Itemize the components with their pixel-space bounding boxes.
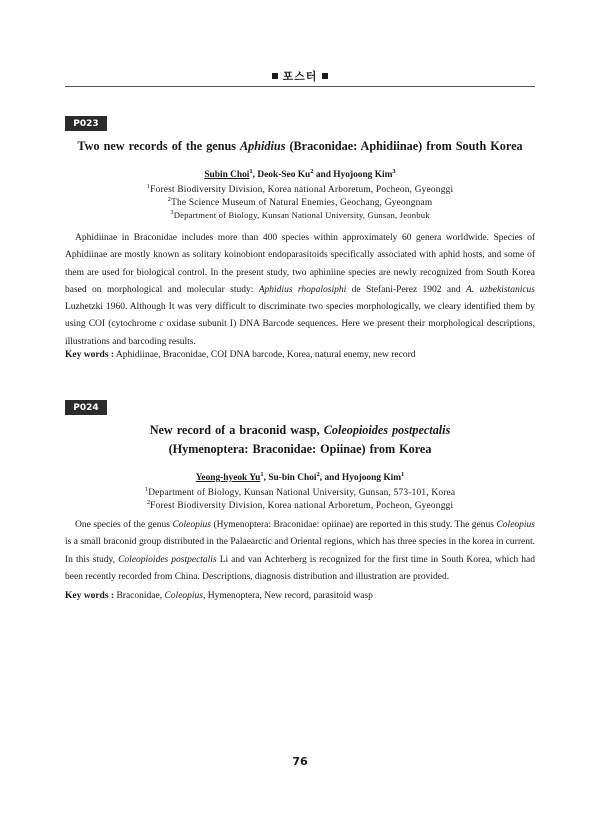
author-separator: and bbox=[313, 170, 334, 181]
abstract-text: oxidase subunit I) DNA Barcode sequences. Here we present their morphological descriptions, illustrations and barcoding results. bbox=[65, 319, 536, 347]
title-taxon: Aphidius bbox=[240, 139, 286, 153]
abstract-code-badge: P023 bbox=[65, 116, 107, 131]
presenting-author: Subin Choi bbox=[204, 170, 250, 181]
title-line: (Hymenoptera: Braconidae: Opiinae) from Korea bbox=[168, 442, 432, 456]
affiliation-text: Department of Biology, Kunsan National University, Gunsan, 573-101, Korea bbox=[148, 488, 456, 499]
author-list bbox=[65, 165, 535, 182]
affiliation bbox=[65, 207, 535, 221]
page-number: 76 bbox=[292, 755, 308, 768]
author-name: Su-bin Choi bbox=[268, 473, 317, 484]
affiliation-marker: 3 bbox=[392, 168, 396, 175]
affiliation-marker: 1 bbox=[249, 168, 253, 175]
header-divider bbox=[65, 86, 535, 87]
keywords bbox=[65, 590, 535, 603]
title-text: (Braconidae: Aphidiinae) from South Korea bbox=[285, 139, 523, 153]
abstract-text: (Hymenoptera: Braconidae: opiinae) are reported in this study. The genus bbox=[210, 520, 497, 530]
title-taxon: Coleopioides postpectalis bbox=[323, 423, 451, 437]
species-name: Aphidius rhopalosiphi bbox=[258, 284, 347, 295]
keywords-label: Key words : bbox=[65, 591, 115, 601]
affiliation bbox=[65, 497, 535, 513]
abstract-text: One species of the genus bbox=[75, 520, 173, 530]
square-bullet-icon bbox=[272, 73, 278, 79]
affiliation-marker: 2 bbox=[167, 196, 172, 203]
abstract-title bbox=[65, 421, 535, 459]
affiliation-text: Department of Biology, Kunsan National University, Gunsan, Jeonbuk bbox=[173, 209, 430, 220]
presenting-author: Yeong-hyeok Yu bbox=[195, 473, 261, 484]
title-line bbox=[65, 421, 535, 440]
abstract-code-badge: P024 bbox=[65, 400, 107, 415]
section-label: 포스터 bbox=[282, 70, 318, 83]
abstract-body bbox=[65, 517, 535, 586]
affiliation-marker: 1 bbox=[401, 471, 405, 478]
keywords-list: Hymenoptera, New record, parasitoid wasp bbox=[205, 591, 373, 601]
section-header bbox=[0, 68, 600, 84]
species-name: Coleopioides postpectalis bbox=[118, 554, 217, 565]
keyword-genus: Coleopius, bbox=[164, 591, 206, 601]
author-separator: , bbox=[252, 170, 258, 181]
affiliation-marker: 2 bbox=[310, 168, 314, 175]
keywords-label: Key words : bbox=[65, 350, 115, 360]
affiliation-marker: 2 bbox=[146, 499, 151, 506]
affiliation-text: The Science Museum of Natural Enemies, Geochang, Gyeongnam bbox=[171, 198, 433, 209]
author-separator: , bbox=[263, 473, 269, 484]
author-name: Hyojoong Kim bbox=[341, 473, 402, 484]
abstract-body bbox=[65, 230, 535, 351]
species-name: A. uzbekistanicus bbox=[466, 284, 535, 295]
author-list bbox=[65, 468, 535, 485]
abstract-title bbox=[65, 137, 535, 156]
author-name: Hyojoong Kim bbox=[333, 170, 393, 181]
abstract-text: Li and van Achterberg is recognized for the first time in South Korea, which had been recently recorded from China. Descriptions, diagnosis distribution and illustration are provided. bbox=[65, 554, 535, 582]
genus-name: Coleopius bbox=[172, 520, 211, 530]
affiliation-marker: 1 bbox=[260, 471, 264, 478]
abstract-text: Luzhetzki 1960. Although It was very difficult to discriminate two species morphologically, we cleary identified them by using COI (cytochrome bbox=[65, 302, 535, 330]
abstract-text: is a small braconid group distributed in the Palaearctic and Oriental regions, which has three species in the korea in current. In this study, bbox=[65, 537, 535, 565]
keywords-list: Aphidiinae, Braconidae, COI DNA barcode, Korea, natural enemy, new record bbox=[114, 350, 416, 360]
title-text: New record of a braconid wasp, bbox=[149, 423, 324, 437]
affiliation-marker: 1 bbox=[146, 183, 151, 190]
italic-letter: c bbox=[159, 319, 164, 330]
keywords bbox=[65, 349, 535, 362]
affiliation-text: Forest Biodiversity Division, Korea national Arboretum, Pocheon, Gyeonggi bbox=[150, 185, 454, 196]
affiliation-marker: 2 bbox=[316, 471, 320, 478]
author-name: Deok-Seo Ku bbox=[257, 170, 311, 181]
abstract-text: de Stefani-Perez 1902 and bbox=[346, 284, 467, 295]
affiliation-text: Forest Biodiversity Division, Korea national Arboretum, Pocheon, Gyeonggi bbox=[150, 501, 454, 512]
affiliation-marker: 1 bbox=[144, 486, 149, 493]
abstract-text: Aphidiinae in Braconidae includes more than 400 species within approximately 60 genera worldwide. Species of Aphidiinae are mostly known as solitary koinobiont endoparasitoids specifically associated with aphid hosts, and some of them are used for biological control. In the present study, two aphiniine species are newly recognized from South Korea based on morphological and molecular study: bbox=[65, 233, 535, 295]
keywords-list: Braconidae, bbox=[114, 591, 165, 601]
square-bullet-icon bbox=[322, 73, 328, 79]
affiliation-marker: 3 bbox=[170, 209, 174, 216]
genus-name: Coleopius bbox=[496, 520, 535, 530]
author-separator: , and bbox=[319, 473, 342, 484]
title-text: Two new records of the genus bbox=[77, 139, 241, 153]
